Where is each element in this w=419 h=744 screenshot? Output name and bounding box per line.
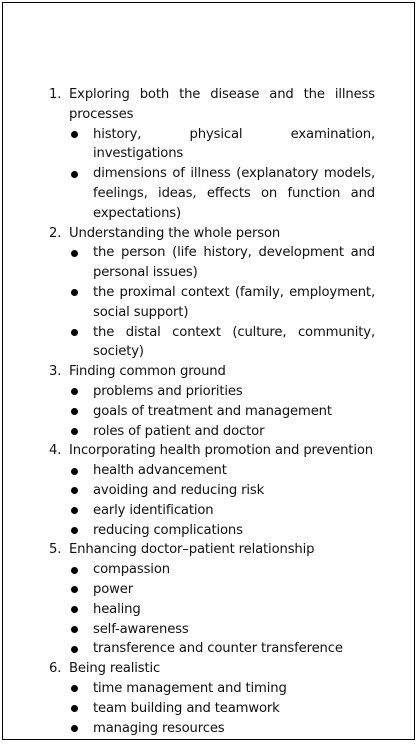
bullet-text: the distal context (culture, community, society) [93, 324, 375, 360]
bullet-item [49, 501, 375, 521]
bullet-icon [71, 408, 78, 415]
bullet-text: avoiding and reducing risk [93, 482, 265, 498]
bullet-item [49, 164, 375, 223]
bullet-item [49, 679, 375, 699]
section-title: Understanding the whole person [69, 225, 281, 241]
bullet-text: the proximal context (family, employment, social support) [93, 284, 375, 320]
bullet-list [49, 679, 375, 738]
bullet-icon [71, 131, 78, 138]
bullet-icon [71, 725, 78, 732]
bullet-icon [71, 705, 78, 712]
section-6 [49, 659, 375, 738]
bullet-item [49, 481, 375, 501]
bullet-icon [71, 527, 78, 534]
bullet-item [49, 620, 375, 640]
bullet-icon [71, 171, 78, 178]
bullet-item [49, 560, 375, 580]
bullet-text: reducing complications [93, 522, 243, 538]
section-1 [49, 85, 375, 224]
section-number: 2. [49, 225, 62, 241]
bullet-text: power [93, 581, 134, 597]
section-4 [49, 441, 375, 540]
bullet-item [49, 402, 375, 422]
section-number: 3. [49, 364, 62, 380]
bullet-text: early identification [93, 502, 214, 518]
bullet-text: roles of patient and doctor [93, 423, 265, 439]
bullet-text: healing [93, 601, 141, 617]
bullet-list [49, 382, 375, 441]
bullet-icon [71, 507, 78, 514]
section-3 [49, 362, 375, 441]
bullet-icon [71, 606, 78, 613]
bullet-text: goals of treatment and management [93, 403, 332, 419]
section-5 [49, 540, 375, 659]
bullet-item [49, 600, 375, 620]
section-number: 4. [49, 443, 62, 459]
bullet-icon [71, 428, 78, 435]
bullet-icon [71, 329, 78, 336]
section-title: Enhancing doctor–patient relationship [69, 542, 315, 558]
bullet-item [49, 125, 375, 165]
bullet-icon [71, 626, 78, 633]
bullet-icon [71, 487, 78, 494]
bullet-list [49, 125, 375, 224]
document-frame [2, 2, 415, 740]
bullet-item [49, 243, 375, 283]
section-title: Being realistic [69, 661, 161, 677]
bullet-item [49, 461, 375, 481]
bullet-text: dimensions of illness (explanatory models, feelings, ideas, effects on function and expectations) [93, 166, 375, 221]
bullet-text: team building and teamwork [93, 700, 280, 716]
bullet-text: health advancement [93, 463, 227, 479]
section-title: Incorporating health promotion and prevention [69, 443, 373, 459]
bullet-icon [71, 685, 78, 692]
bullet-text: the person (life history, development and personal issues) [93, 245, 375, 281]
bullet-item [49, 639, 375, 659]
bullet-item [49, 382, 375, 402]
numbered-list [49, 85, 375, 738]
bullet-text: history, physical examination, investigations [93, 126, 375, 162]
bullet-icon [71, 388, 78, 395]
bullet-list [49, 461, 375, 540]
section-2 [49, 224, 375, 363]
bullet-icon [71, 468, 78, 475]
bullet-list [49, 243, 375, 362]
bullet-item [49, 521, 375, 541]
bullet-text: time management and timing [93, 680, 287, 696]
bullet-icon [71, 250, 78, 257]
bullet-icon [71, 646, 78, 653]
section-number: 1. [49, 87, 62, 102]
section-number: 5. [49, 542, 62, 558]
bullet-icon [71, 289, 78, 296]
section-number: 6. [49, 661, 62, 677]
section-title: Finding common ground [69, 364, 226, 380]
bullet-item [49, 699, 375, 719]
bullet-text: self-awareness [93, 621, 189, 637]
section-title: Exploring both the disease and the illness processes [69, 87, 375, 122]
bullet-item [49, 283, 375, 323]
bullet-text: problems and priorities [93, 383, 243, 399]
bullet-item [49, 719, 375, 739]
bullet-icon [71, 586, 78, 593]
bullet-icon [71, 567, 78, 574]
bullet-item [49, 323, 375, 363]
bullet-text: transference and counter transference [93, 641, 343, 657]
bullet-item [49, 580, 375, 600]
bullet-text: managing resources [93, 720, 225, 736]
bullet-list [49, 560, 375, 659]
bullet-item [49, 422, 375, 442]
bullet-text: compassion [93, 562, 170, 578]
